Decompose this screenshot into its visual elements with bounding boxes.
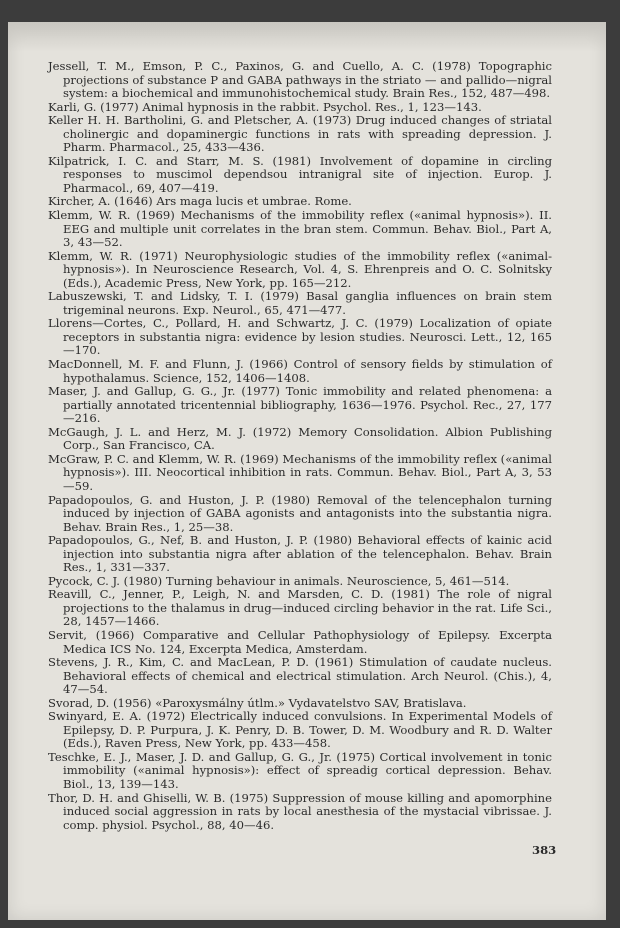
reference-entry: Labuszewski, T. and Lidsky, T. I. (1979) Basal ganglia influences on brain stem trigeminal neurons. Exp. Neurol., 65, 471—477. (48, 289, 552, 317)
reference-entry: Kilpatrick, I. C. and Starr, M. S. (1981) Involvement of dopamine in circling responses to muscimol dependsou intranigral site of injection. Europ. J. Pharmacol., 69, 407—419. (48, 153, 552, 195)
reference-entry: Keller H. H. Bartholini, G. and Pletscher, A. (1973) Drug induced changes of striatal cholinergic and dopaminergic functions in rats with spreading depression. J. Pharm. Pharmacol., 25, 433—436. (48, 113, 552, 155)
reference-entry: MacDonnell, M. F. and Flunn, J. (1966) Control of sensory fields by stimulation of hypothalamus. Science, 152, 1406—1408. (48, 357, 552, 385)
reference-entry: Maser, J. and Gallup, G. G., Jr. (1977) Tonic immobility and related phenomena: a partially annotated tricentennial bibliography, 1636—1976. Psychol. Rec., 27, 177—216. (48, 384, 552, 426)
reference-entry: McGaugh, J. L. and Herz, M. J. (1972) Memory Consolidation. Albion Publishing Corp., San Francisco, CA. (48, 424, 552, 453)
reference-entry: Jessell, T. M., Emson, P. C., Paxinos, G. and Cuello, A. C. (1978) Topographic projections of substance P and GABA pathways in the striato — and pallido—nigral system: a biochemical and immunohistochemical study. Brain Res., 152, 487—498. (48, 59, 552, 101)
reference-entry: Svorad, D. (1956) «Paroxysmálny útlm.» Vydavatelstvo SAV, Bratislava. (48, 695, 467, 710)
reference-entry: Klemm, W. R. (1969) Mechanisms of the immobility reflex («animal hypnosis»). II. EEG and multiple unit correlates in the bran stem. Commun. Behav. Biol., Part A, 3, 43—52. (48, 208, 552, 250)
reference-list (48, 60, 552, 832)
reference-entry: Kircher, A. (1646) Ars maga lucis et umbrae. Rome. (48, 194, 352, 209)
reference-entry: Papadopoulos, G. and Huston, J. P. (1980) Removal of the telencephalon turning induced by injection of GABA agonists and antagonists into the substantia nigra. Behav. Brain Res., 1, 25—38. (48, 492, 552, 534)
reference-entry: Teschke, E. J., Maser, J. D. and Gallup, G. G., Jr. (1975) Cortical involvement in tonic immobility («animal hypnosis»): effect of spreadig cortical depression. Behav. Biol., 13, 139—143. (48, 749, 552, 791)
reference-entry: Stevens, J. R., Kim, C. and MacLean, P. D. (1961) Stimulation of caudate nucleus. Behavioral effects of chemical and electrical stimulation. Arch Neurol. (Chis.), 4, 47—54. (48, 655, 552, 697)
reference-entry: Llorens—Cortes, C., Pollard, H. and Schwartz, J. C. (1979) Localization of opiate receptors in substantia nigra: evidence by lesion studies. Neurosci. Lett., 12, 165—170. (48, 316, 552, 358)
reference-entry: Thor, D. H. and Ghiselli, W. B. (1975) Suppression of mouse killing and apomorphine induced social aggression in rats by local anesthesia of the mystacial vibrissae. J. comp. physiol. Psychol., 88, 40—46. (48, 790, 552, 832)
reference-entry: Karli, G. (1977) Animal hypnosis in the rabbit. Psychol. Res., 1, 123—143. (48, 99, 482, 114)
reference-entry: Reavill, C., Jenner, P., Leigh, N. and Marsden, C. D. (1981) The role of nigral projections to the thalamus in drug—induced circling behavior in the rat. Life Sci., 28, 1457—1466. (48, 587, 552, 629)
reference-entry: Servit, (1966) Comparative and Cellular Pathophysiology of Epilepsy. Excerpta Medica ICS No. 124, Excerpta Medica, Amsterdam. (48, 627, 552, 656)
reference-entry: Klemm, W. R. (1971) Neurophysiologic studies of the immobility reflex («animal-hypnosis»). In Neuroscience Research, Vol. 4, S. Ehrenpreis and O. C. Solnitsky (Eds.), Academic Press, New York, pp. 165—212. (48, 248, 552, 290)
page-number: 383 (532, 843, 557, 857)
reference-entry: Papadopoulos, G., Nef, B. and Huston, J. P. (1980) Behavioral effects of kainic acid injection into substantia nigra after ablation of the telencephalon. Behav. Brain Res., 1, 331—337. (48, 533, 552, 575)
reference-entry: Pycock, C. J. (1980) Turning behaviour in animals. Neuroscience, 5, 461—514. (48, 573, 510, 588)
reference-entry: Swinyard, E. A. (1972) Electrically induced convulsions. In Experimental Models of Epilepsy, D. P. Purpura, J. K. Penry, D. B. Tower, D. M. Woodbury and R. D. Walter (Eds.), Raven Press, New York, pp. 433—458. (48, 709, 552, 751)
page-fold-shadow (8, 22, 606, 52)
reference-entry: McGraw, P. C. and Klemm, W. R. (1969) Mechanisms of the immobility reflex («animal hypnosis»). III. Neocortical inhibition in rats. Commun. Behav. Biol., Part A, 3, 53—59. (48, 451, 552, 493)
